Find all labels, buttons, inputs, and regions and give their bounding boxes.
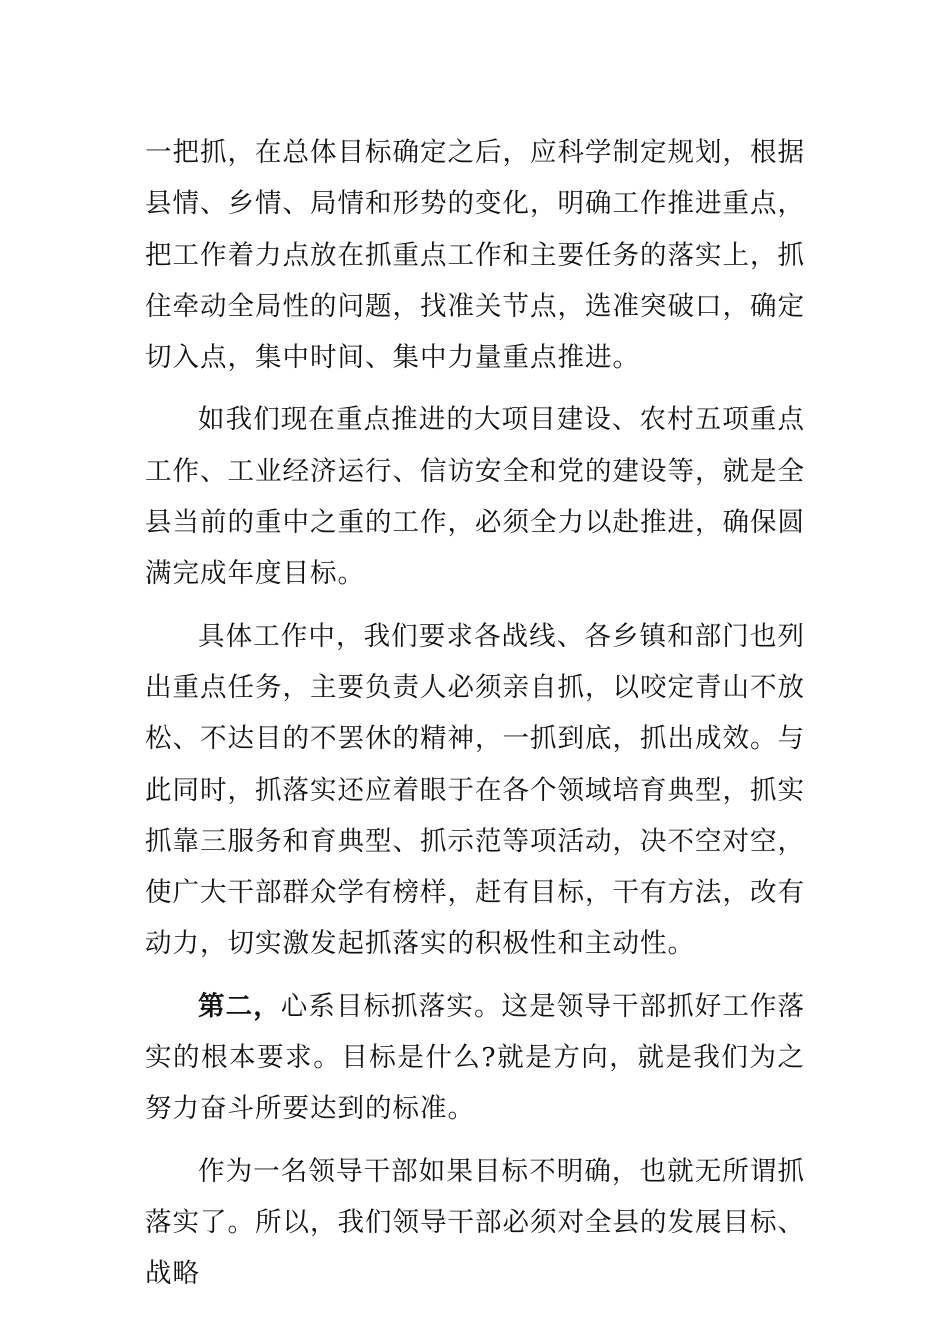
- paragraph-2: [145, 394, 805, 599]
- paragraph-3-text: 具体工作中，我们要求各战线、各乡镇和部门也列出重点任务，主要负责人必须亲自抓，以咬定青山不放松、不达目的不罢休的精神，一抓到底，抓出成效。与此同时，抓落实还应着眼于在各个领域培育典型，抓实抓靠三服务和育典型、抓示范等项活动，决不空对空，使广大干部群众学有榜样，赶有目标，干有方法，改有动力，切实激发起抓落实的积极性和主动性。: [145, 620, 805, 960]
- paragraph-5-text: 作为一名领导干部如果目标不明确，也就无所谓抓落实了。所以，我们领导干部必须对全县的发展目标、战略: [145, 1155, 805, 1290]
- paragraph-4: [145, 981, 805, 1135]
- paragraph-1-text: 一把抓，在总体目标确定之后，应科学制定规划，根据县情、乡情、局情和形势的变化，明确工作推进重点，把工作着力点放在抓重点工作和主要任务的落实上，抓住牵动全局性的问题，找准关节点，选准突破口，确定切入点，集中时间、集中力量重点推进。: [145, 137, 805, 374]
- paragraph-4-text: 心系目标抓落实。这是领导干部抓好工作落实的根本要求。目标是什么?就是方向，就是我们为之努力奋斗所要达到的标准。: [145, 990, 806, 1125]
- paragraph-3: [145, 611, 805, 970]
- paragraph-4-lead: 第二，: [198, 990, 281, 1022]
- document-body: [145, 127, 805, 1300]
- paragraph-5: [145, 1146, 805, 1300]
- paragraph-2-text: 如我们现在重点推进的大项目建设、农村五项重点工作、工业经济运行、信访安全和党的建设等，就是全县当前的重中之重的工作，必须全力以赴推进，确保圆满完成年度目标。: [145, 404, 805, 590]
- paragraph-1: [145, 127, 805, 383]
